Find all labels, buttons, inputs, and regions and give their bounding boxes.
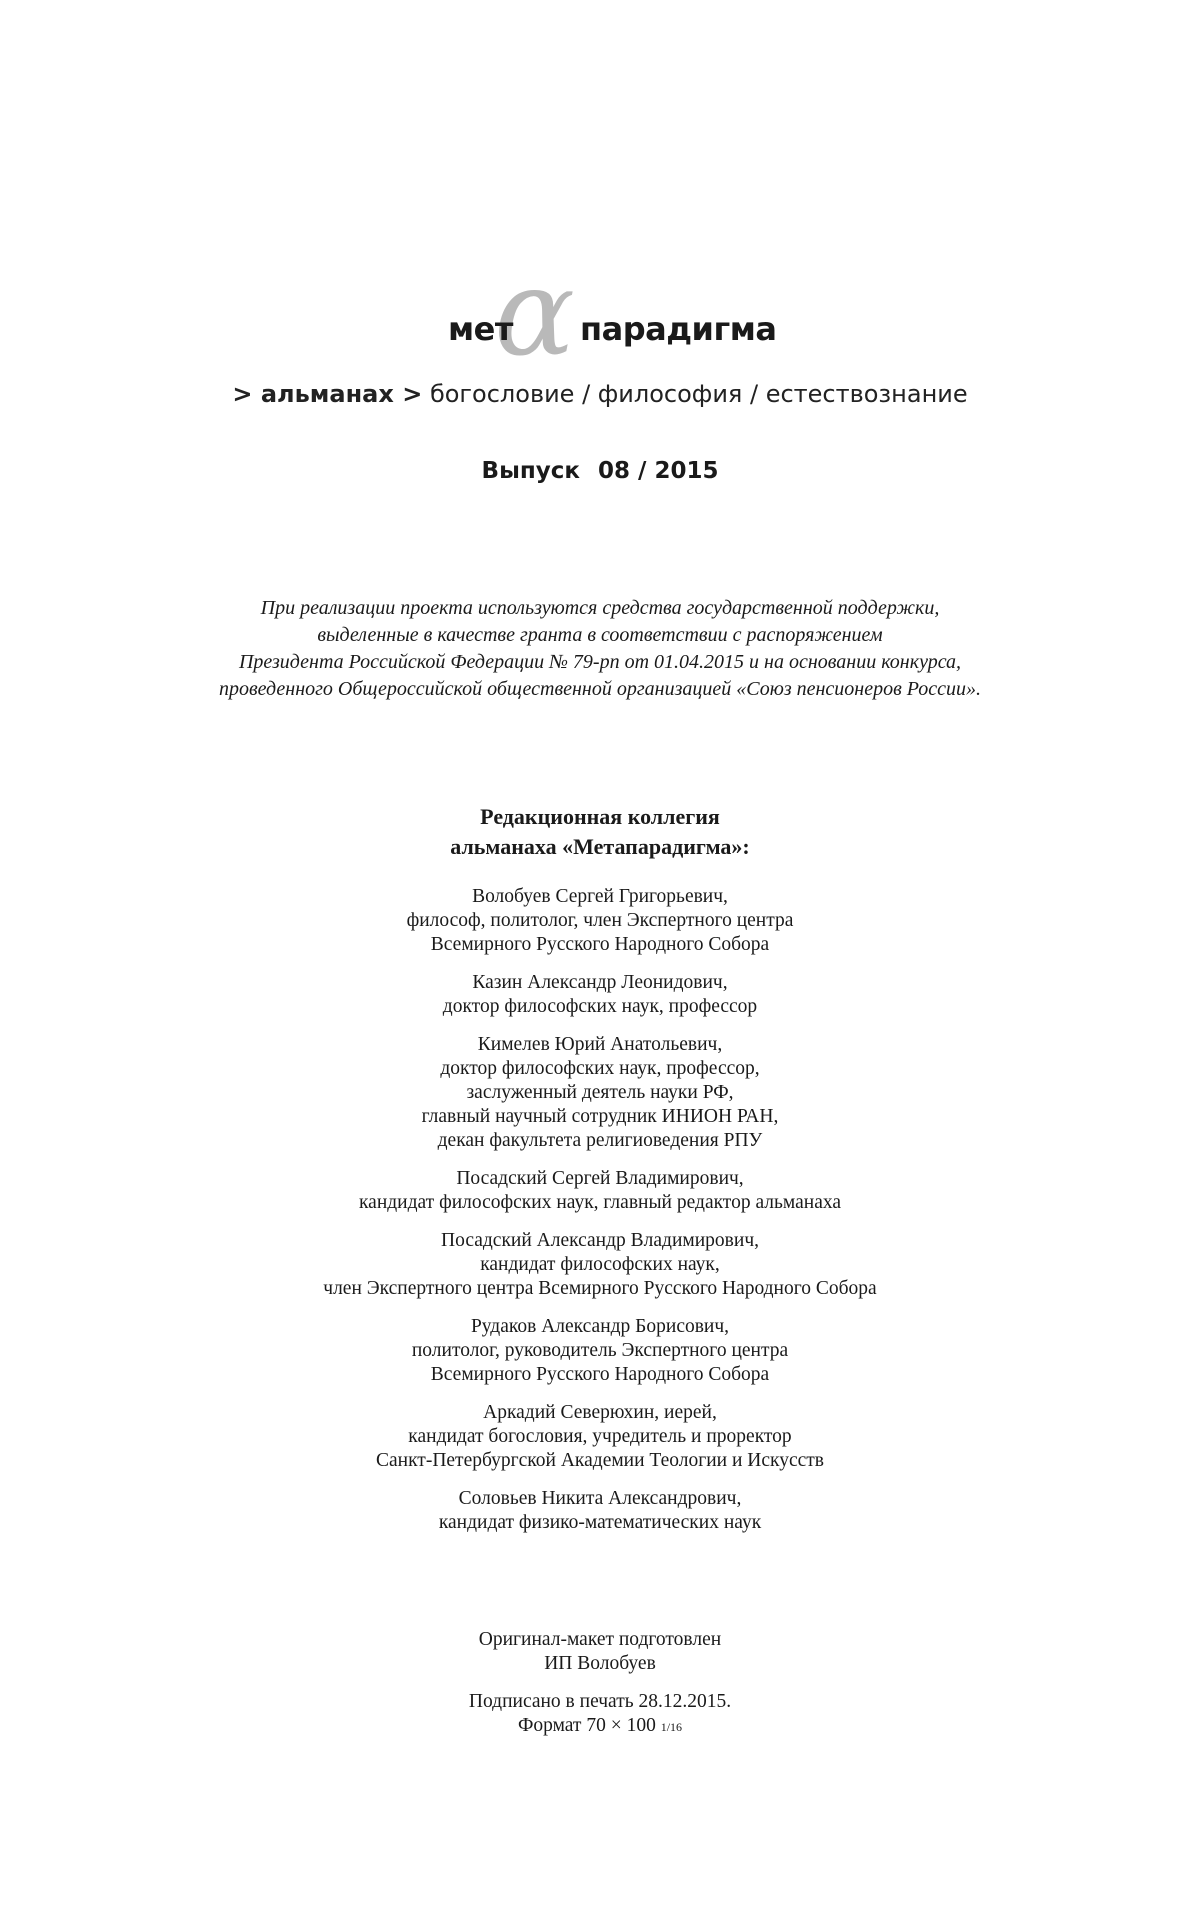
format-fraction: 1/16 bbox=[660, 1720, 683, 1734]
member-title: философ, политолог, член Экспертного центра bbox=[406, 910, 794, 931]
member-title: кандидат философских наук, bbox=[480, 1254, 720, 1275]
issue-label: Выпуск bbox=[481, 458, 581, 484]
grant-line: проведенного Общероссийской общественной организацией «Союз пенсионеров России». bbox=[218, 678, 982, 700]
member-name: Кимелев Юрий Анатольевич, bbox=[477, 1034, 723, 1055]
grant-line: При реализации проекта используются средства государственной поддержки, bbox=[260, 597, 940, 619]
print-signed-date: Подписано в печать 28.12.2015. bbox=[468, 1691, 732, 1712]
grant-line: выделенные в качестве гранта в соответствии с распоряжением bbox=[317, 624, 883, 646]
board-member bbox=[0, 1229, 1200, 1301]
member-title: кандидат физико-математических наук bbox=[438, 1512, 762, 1533]
grant-notice bbox=[0, 595, 1200, 703]
member-name: Казин Александр Леонидович, bbox=[472, 972, 728, 993]
almanac-tagline bbox=[0, 380, 1200, 408]
editorial-board-members bbox=[0, 885, 1200, 1549]
board-member bbox=[0, 1033, 1200, 1153]
logo-text-part1: мет bbox=[448, 310, 513, 348]
member-name: Рудаков Александр Борисович, bbox=[470, 1316, 730, 1337]
member-title: Всемирного Русского Народного Собора bbox=[430, 934, 770, 955]
member-title: член Экспертного центра Всемирного Русского Народного Собора bbox=[323, 1278, 877, 1299]
member-title: Санкт-Петербургской Академии Теологии и Искусств bbox=[375, 1450, 825, 1471]
print-format bbox=[0, 1714, 1200, 1739]
member-title: кандидат богословия, учредитель и проректор bbox=[408, 1426, 792, 1447]
format-label: Формат 70 × 100 bbox=[517, 1715, 656, 1736]
tagline-topics: богословие / философия / естествознание bbox=[422, 380, 968, 408]
board-title-line: Редакционная коллегия bbox=[480, 804, 720, 829]
board-member bbox=[0, 1167, 1200, 1215]
issue-number: 08 / 2015 bbox=[598, 458, 719, 484]
member-title: заслуженный деятель науки РФ, bbox=[466, 1082, 734, 1103]
imprint-footer bbox=[0, 1628, 1200, 1739]
member-name: Посадский Александр Владимирович, bbox=[441, 1230, 759, 1251]
board-member bbox=[0, 1315, 1200, 1387]
member-name: Аркадий Северюхин, иерей, bbox=[483, 1402, 717, 1423]
member-title: доктор философских наук, профессор bbox=[442, 996, 758, 1017]
grant-line: Президента Российской Федерации № 79-рп от 01.04.2015 и на основании конкурса, bbox=[238, 651, 962, 673]
almanac-logo bbox=[0, 244, 1200, 383]
tagline-prefix: > альманах > bbox=[232, 380, 423, 408]
member-title: кандидат философских наук, главный редактор альманаха bbox=[358, 1192, 841, 1213]
member-name: Волобуев Сергей Григорьевич, bbox=[472, 886, 728, 907]
member-title: декан факультета религиоведения РПУ bbox=[437, 1130, 763, 1151]
member-title: политолог, руководитель Экспертного центра bbox=[411, 1340, 789, 1361]
board-member bbox=[0, 1401, 1200, 1473]
layout-credit-company: ИП Волобуев bbox=[544, 1653, 656, 1674]
layout-credit: Оригинал-макет подготовлен bbox=[478, 1629, 722, 1650]
alpha-logo-glyph: α bbox=[494, 244, 576, 383]
issue-line bbox=[0, 458, 1200, 484]
editorial-board-title bbox=[0, 802, 1200, 862]
member-title: Всемирного Русского Народного Собора bbox=[430, 1364, 770, 1385]
member-title: главный научный сотрудник ИНИОН РАН, bbox=[421, 1106, 779, 1127]
member-name: Посадский Сергей Владимирович, bbox=[456, 1168, 744, 1189]
board-member bbox=[0, 1487, 1200, 1535]
board-member bbox=[0, 971, 1200, 1019]
member-title: доктор философских наук, профессор, bbox=[440, 1058, 760, 1079]
board-title-line: альманаха «Метапарадигма»: bbox=[450, 834, 750, 859]
logo-text-part2: парадигма bbox=[580, 310, 777, 348]
member-name: Соловьев Никита Александрович, bbox=[458, 1488, 742, 1509]
board-member bbox=[0, 885, 1200, 957]
